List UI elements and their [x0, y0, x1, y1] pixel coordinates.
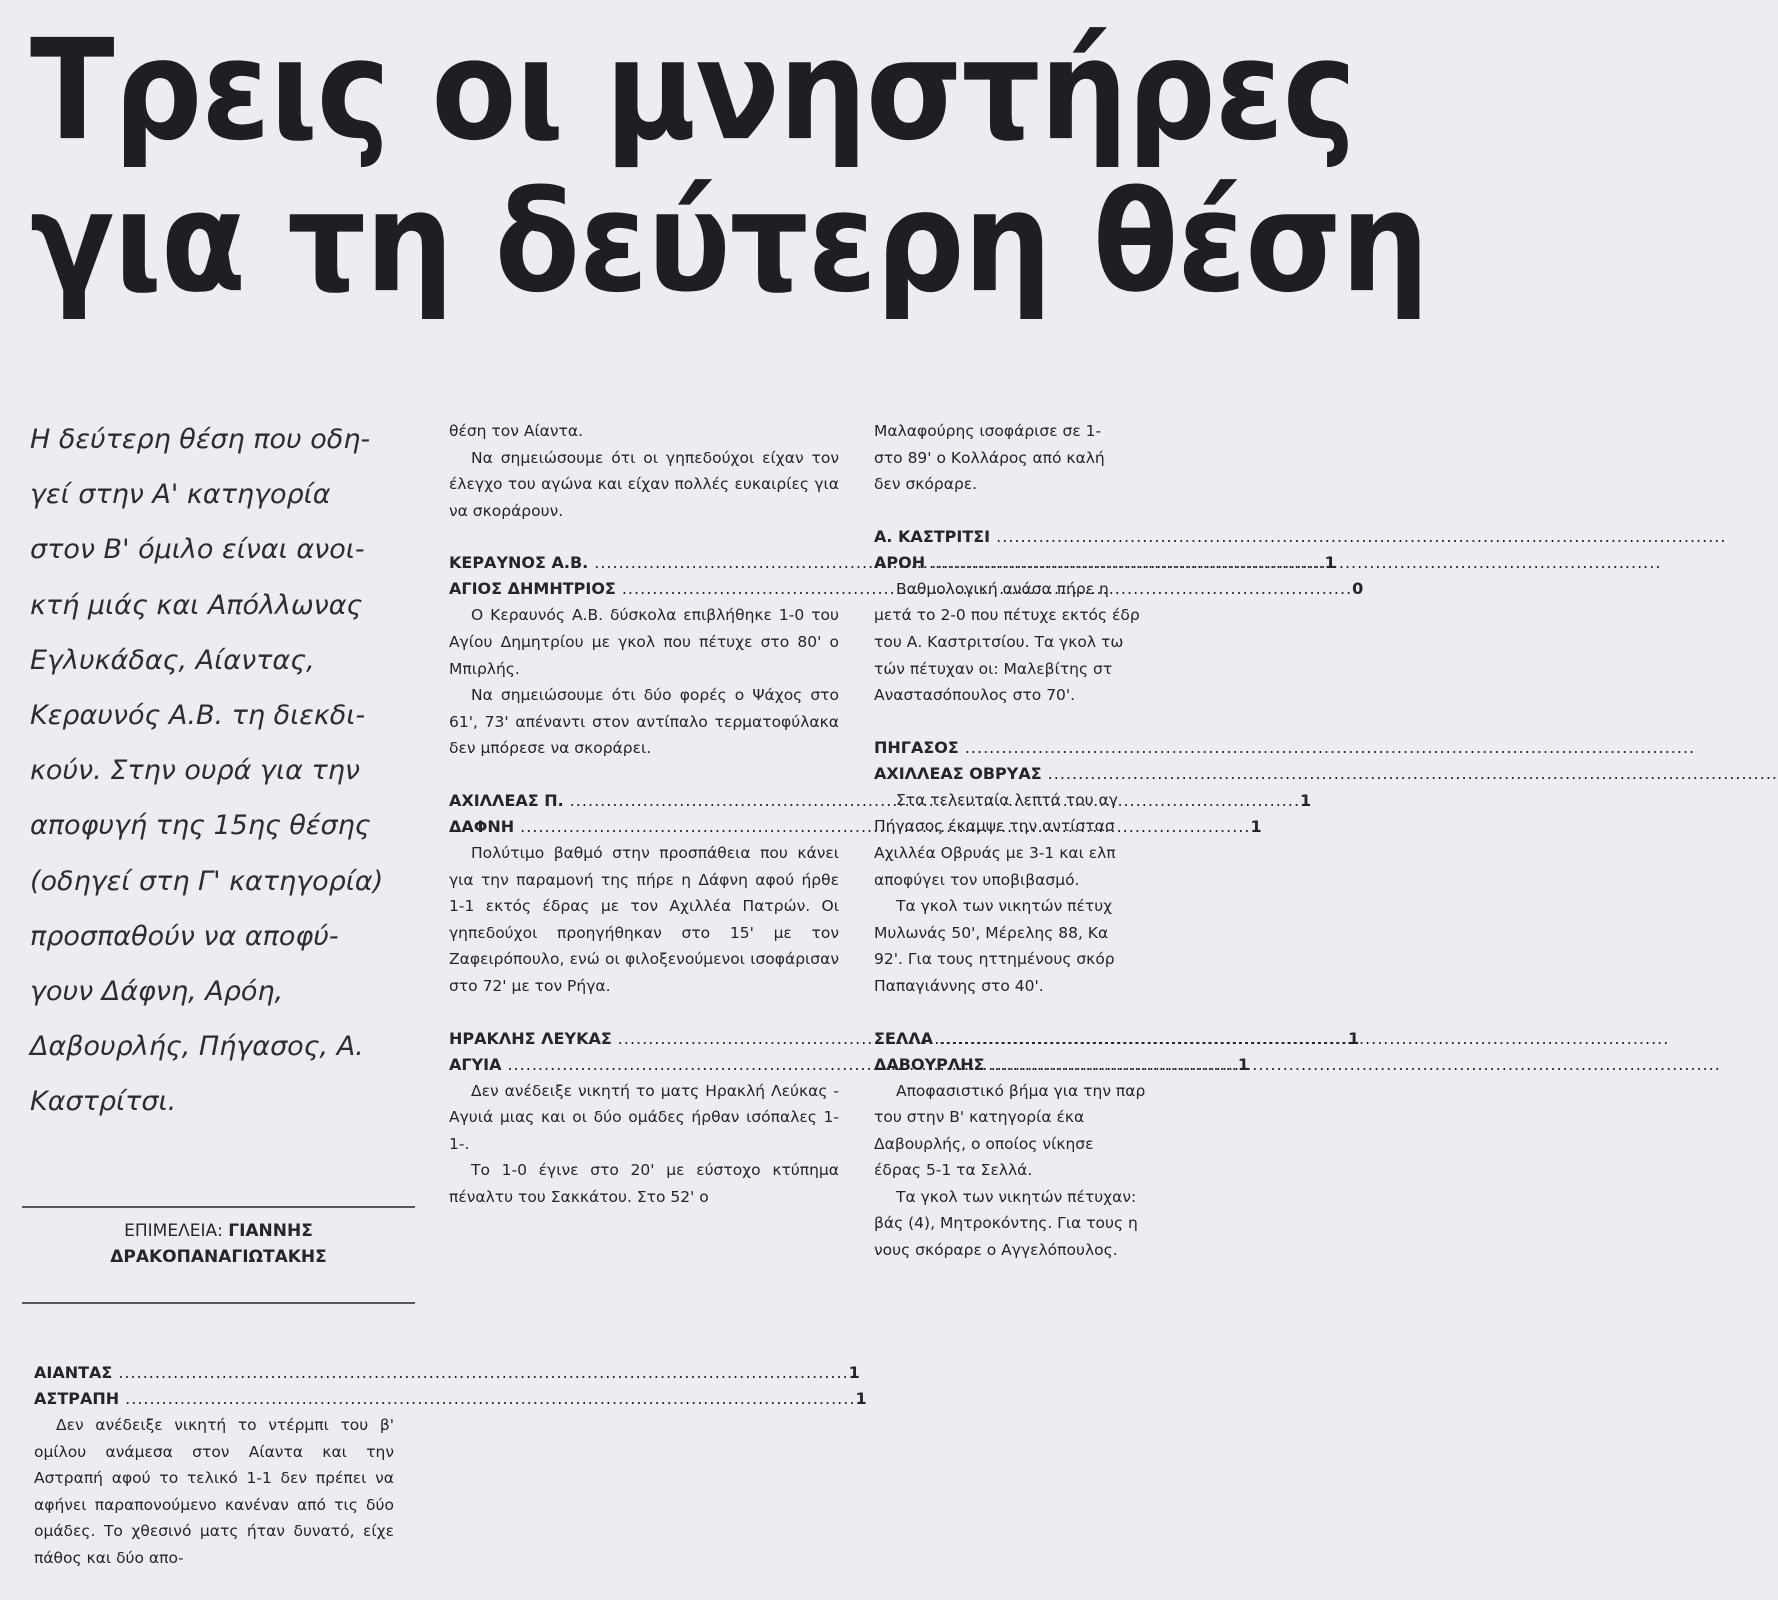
continued-line: Μαλαφούρης ισοφάρισε σε 1-	[874, 422, 1102, 440]
continued-text: θέση τον Αίαντα.	[449, 422, 584, 440]
editor-credit	[22, 1218, 415, 1270]
team-name: ΠΗΓΑΣΟΣ	[874, 737, 959, 757]
match-report: Δεν ανέδειξε νικητή το ματς Ηρακλή Λεύκας - Αγυιά μιας και οι δύο ομάδες ήρθαν ισόπαλες 1-1-.	[449, 1081, 839, 1153]
report-line: Τα γκολ των νικητών πέτυχ	[896, 897, 1113, 916]
team-name: ΔΑΒΟΥΡΛΗΣ	[874, 1054, 985, 1074]
score-line-home	[874, 735, 1188, 761]
headline-line-2: για τη δεύτερη θέση	[30, 162, 1429, 324]
credit-name-first: ΓΙΑΝΝΗΣ	[228, 1221, 313, 1241]
lead-line: κτή μιάς και Απόλλωνας	[30, 589, 363, 621]
report-line: βάς (4), Μητροκόντης. Για τους η	[874, 1214, 1138, 1233]
team-name: Α. ΚΑΣΤΡΙΤΣΙ	[874, 526, 991, 546]
team-name: ΑΧΙΛΛΕΑΣ Π.	[449, 790, 564, 810]
match-report: Να σημειώσουμε ότι δύο φορές ο Ψάχος στο 61', 73' απέναντι στον αντίπαλο τερματοφύλακα δεν μπόρεσε να σκοράρει.	[449, 686, 839, 758]
team-name: ΑΓΙΟΣ ΔΗΜΗΤΡΙΟΣ	[449, 579, 616, 599]
team-name: ΣΕΛΛΑ	[874, 1028, 934, 1048]
paragraph: Να σημειώσουμε ότι οι γηπεδούχοι είχαν τον έλεγχο του αγώνα και είχαν πολλές ευκαιρίες για να σκοράρουν.	[449, 448, 839, 520]
score-line-home	[874, 1026, 1188, 1052]
report-line: Τα γκολ των νικητών πέτυχαν:	[896, 1187, 1137, 1206]
team-name: ΑΧΙΛΛΕΑΣ ΟΒΡΥΑΣ	[874, 763, 1042, 783]
score-line-away	[34, 1386, 867, 1412]
score-line-away	[874, 761, 1188, 787]
report-line: 92'. Για τους ηττημένους σκόρ	[874, 950, 1115, 969]
report-line: αποφύγει τον υποβιβασμό.	[874, 870, 1080, 889]
report-line: Πήγασος έκαμψε την αντίστασ	[874, 817, 1115, 836]
lead-line: Καστρίτσι.	[30, 1086, 177, 1118]
lead-line: γουν Δάφνη, Αρόη,	[30, 976, 284, 1008]
score-line-away	[874, 1052, 1188, 1078]
report-line: Αναστασόπουλος στο 70'.	[874, 686, 1076, 705]
leader-dots	[1048, 761, 1778, 787]
headline	[30, 6, 1429, 324]
goals: 1	[1300, 790, 1312, 810]
report-line: τών πέτυχαν οι: Μαλεβίτης στ	[874, 659, 1113, 678]
leader-dots	[965, 735, 1695, 761]
team-name: ΑΡΟΗ	[874, 552, 926, 572]
lead-line: αποφυγή της 15ης θέσης	[30, 810, 371, 842]
lead-line: Δαβουρλής, Πήγασος, Α.	[30, 1031, 364, 1063]
goals: 1	[1348, 1028, 1360, 1048]
lead-line: στον Β' όμιλο είναι ανοι-	[30, 534, 365, 566]
report-line: Αποφασιστικό βήμα για την παρ	[896, 1081, 1146, 1100]
score-line-home	[874, 524, 1188, 550]
divider-bottom	[22, 1302, 415, 1304]
lead-line: κούν. Στην ουρά για την	[30, 755, 360, 787]
report-line: Δαβουρλής, ο οποίος νίκησε	[874, 1134, 1094, 1153]
continued-line: στο 89' ο Κολλάρος από καλή	[874, 448, 1105, 467]
goals: 1	[1250, 816, 1262, 836]
leader-dots	[996, 524, 1726, 550]
report-line: Μυλωνάς 50', Μέρελης 88, Κα	[874, 923, 1109, 942]
report-line: έδρας 5-1 τα Σελλά.	[874, 1161, 1033, 1180]
leader-dots	[939, 1026, 1669, 1052]
goals: 1	[1237, 1054, 1249, 1074]
report-line: μετά το 2-0 που πέτυχε εκτός έδρ	[874, 606, 1140, 625]
report-line: Αχιλλέα Οβρυάς με 3-1 και ελπ	[874, 843, 1116, 862]
team-name: ΑΙΑΝΤΑΣ	[34, 1363, 113, 1382]
report-line: του Α. Καστριτσίου. Τα γκολ τω	[874, 632, 1124, 651]
lead-line: γεί στην Α' κατηγορία	[30, 479, 331, 511]
match-report: Το 1-0 έγινε στο 20' με εύστοχο κτύπημα πέναλτυ του Σακκάτου. Στο 52' ο	[449, 1161, 839, 1206]
score-line-away	[874, 550, 1188, 576]
score-line-home	[34, 1360, 860, 1386]
lead-line: Η δεύτερη θέση που οδη-	[30, 424, 371, 455]
lead-line: προσπαθούν να αποφύ-	[30, 920, 339, 952]
leader-dots	[931, 550, 1661, 576]
credit-label: ΕΠΙΜΕΛΕΙΑ:	[124, 1221, 223, 1241]
lead-line: (οδηγεί στη Γ' κατηγορία)	[30, 865, 384, 897]
lead-line: Κεραυνός Α.Β. τη διεκδι-	[30, 700, 366, 732]
match-report: Ο Κεραυνός Α.Β. δύσκολα επιβλήθηκε 1-0 του Αγίου Δημητρίου με γκολ που πέτυχε στο 80' ο Μπιρλής.	[449, 606, 839, 678]
goals: 1	[848, 1363, 860, 1382]
lead-paragraph	[30, 412, 412, 1130]
match-report: Δεν ανέδειξε νικητή το ντέρμπι του β' ομίλου ανάμεσα στον Αίαντα και την Αστραπή αφού το τελικό 1-1 δεν πρέπει να αφήνει παραπονούμενο κανέναν από τις δύο ομάδες. Το χθεσινό ματς ήταν δυνατό, είχε πάθος και δύο απο-	[34, 1416, 394, 1567]
column-1	[34, 1360, 867, 1572]
lead-line: Εγλυκάδας, Αίαντας,	[30, 644, 315, 676]
report-line: Στα τελευταία λεπτά του αγ	[896, 790, 1118, 809]
report-line: Παπαγιάννης στο 40'.	[874, 976, 1044, 995]
team-name: ΑΣΤΡΑΠΗ	[34, 1389, 120, 1408]
goals: 0	[1352, 579, 1364, 599]
credit-name-last: ΔΡΑΚΟΠΑΝΑΓΙΩΤΑΚΗΣ	[110, 1247, 327, 1267]
goals: 1	[1324, 553, 1336, 573]
team-name: ΚΕΡΑΥΝΟΣ Α.Β.	[449, 553, 589, 573]
leader-dots	[991, 1052, 1721, 1078]
match-report: Πολύτιμο βαθμό στην προσπάθεια που κάνει για την παραμονή της πήρε η Δάφνη αφού ήρθε 1-1 εκτός έδρας με τον Αχιλλέα Πατρών. Οι γηπεδούχοι προηγήθηκαν στο 15' με τον Ζαφειρόπουλο, ενώ οι φιλοξενούμενοι ισοφάρισαν στο 72' με τον Ρήγα.	[449, 843, 839, 995]
continued-line: δεν σκόραρε.	[874, 475, 978, 494]
column-3	[874, 418, 1188, 1264]
report-line: νους σκόραρε ο Αγγελόπουλος.	[874, 1241, 1118, 1260]
team-name: ΗΡΑΚΛΗΣ ΛΕΥΚΑΣ	[449, 1028, 612, 1048]
team-name: ΔΑΦΝΗ	[449, 816, 515, 836]
report-line: του στην Β' κατηγορία έκα	[874, 1108, 1085, 1127]
leader-dots	[125, 1386, 855, 1412]
goals: 1	[855, 1389, 867, 1408]
leader-dots	[118, 1360, 848, 1386]
team-name: ΑΓΥΙΑ	[449, 1054, 502, 1074]
divider-top	[22, 1206, 415, 1208]
report-line: Βαθμολογική ανάσα πήρε η	[896, 579, 1109, 598]
headline-line-1: Τρεις οι μνηστήρες	[30, 10, 1356, 172]
